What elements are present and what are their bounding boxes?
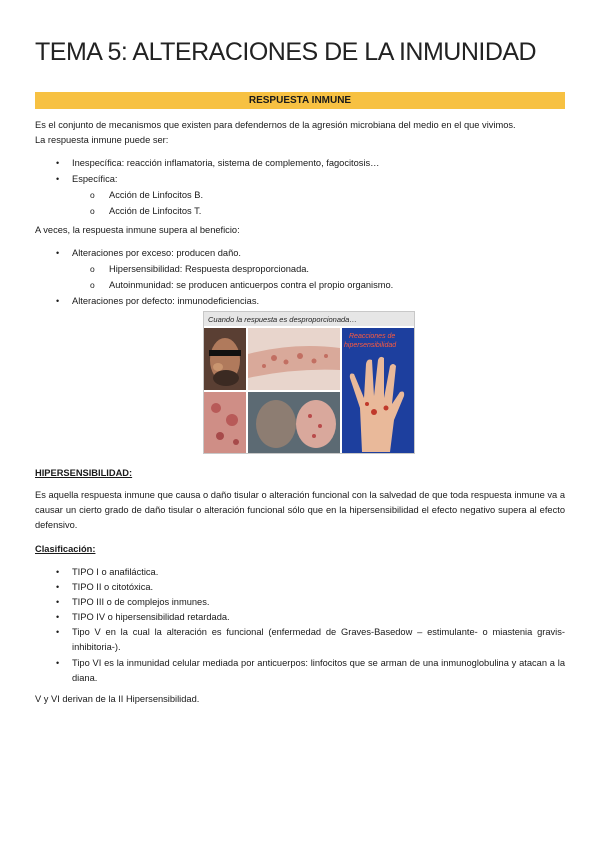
bullet-icon: • (56, 612, 60, 622)
list-item (35, 294, 565, 308)
alteraciones-list (35, 246, 565, 308)
figure-label-line-2: hipersensibilidad (344, 342, 397, 349)
item-text: Alteraciones por defecto: inmunodeficiencias. (72, 296, 260, 306)
sub-list (72, 262, 565, 292)
bullet-icon: • (56, 627, 60, 637)
item-text: Tipo VI es la inmunidad celular mediada por anticuerpos: linfocitos que se arman de una inmunoglobulina y atacan a la diana. (72, 658, 565, 683)
bullet-icon: • (56, 658, 60, 668)
intro-line-2: La respuesta inmune puede ser: (35, 135, 169, 145)
item-text: Acción de Linfocitos B. (109, 190, 204, 200)
bullet-icon: • (56, 597, 60, 607)
sub-bullet-icon: o (90, 190, 95, 200)
sub-list (72, 188, 565, 218)
sub-bullet-icon: o (90, 280, 95, 290)
page-title: TEMA 5: ALTERACIONES DE LA INMUNIDAD (35, 38, 537, 66)
figure-illustration (204, 312, 414, 453)
item-text: TIPO I o anafiláctica. (72, 567, 159, 577)
intro-line-1: Es el conjunto de mecanismos que existen para defendernos de la agresión microbiana del medio en el que vivimos. (35, 120, 516, 130)
sub-list-item (72, 278, 565, 292)
item-text: Hipersensibilidad: Respuesta desproporcionada. (109, 264, 310, 274)
response-types-list (35, 156, 565, 218)
list-item (35, 172, 565, 218)
hipersensibilidad-paragraph: Es aquella respuesta inmune que causa o daño tisular o alteración funcional con la salvedad de que toda respuesta inmune va a causar un cierto grado de daño tisular o alteración funcional sólo que en la hipersensibilidad el efecto negativo supera al efecto defensivo. (35, 490, 565, 530)
item-text: Inespecífica: reacción inflamatoria, sistema de complemento, fagocitosis… (72, 158, 380, 168)
arm-rash-photo-icon (248, 328, 340, 390)
item-text: Alteraciones por exceso: producen daño. (72, 248, 242, 258)
hands-photo-icon (248, 392, 340, 453)
list-item (35, 656, 565, 686)
item-text: Acción de Linfocitos T. (109, 206, 202, 216)
clasificacion-list (35, 565, 565, 686)
sub-bullet-icon: o (90, 206, 95, 216)
hand-reaction-photo-icon (342, 328, 414, 453)
list-item (35, 246, 565, 292)
closing-text: V y VI derivan de la II Hipersensibilidad. (35, 694, 200, 704)
section-banner: RESPUESTA INMUNE (35, 92, 565, 109)
hypersensitivity-figure (203, 311, 415, 454)
bullet-icon: • (56, 174, 60, 184)
list-item (35, 625, 565, 655)
bullet-icon: • (56, 567, 60, 577)
bullet-icon: • (56, 248, 60, 258)
bullet-icon: • (56, 296, 60, 306)
sub-list-item (72, 188, 565, 202)
figure-label-line-1: Reacciones de (349, 333, 396, 340)
sub-list-item (72, 204, 565, 218)
list-item (35, 580, 565, 594)
sub-list-item (72, 262, 565, 276)
item-text: TIPO III o de complejos inmunes. (72, 597, 210, 607)
item-text: TIPO II o citotóxica. (72, 582, 154, 592)
face-photo-icon (204, 328, 246, 390)
skin-rash-photo-icon (204, 392, 246, 453)
item-text: Autoinmunidad: se producen anticuerpos contra el propio organismo. (109, 280, 394, 290)
list-item (35, 610, 565, 624)
list-item (35, 565, 565, 579)
list-item (35, 156, 565, 170)
bullet-icon: • (56, 582, 60, 592)
item-text: TIPO IV o hipersensibilidad retardada. (72, 612, 230, 622)
hipersensibilidad-heading: HIPERSENSIBILIDAD: (35, 468, 133, 478)
list-item (35, 595, 565, 609)
bullet-icon: • (56, 158, 60, 168)
item-text: Tipo V en la cual la alteración es funcional (enfermedad de Graves-Basedow – estimulante- o miastenia gravis-inhibitoria-). (72, 627, 565, 652)
sub-bullet-icon: o (90, 264, 95, 274)
supera-text: A veces, la respuesta inmune supera al beneficio: (35, 225, 240, 235)
figure-caption: Cuando la respuesta es desproporcionada… (208, 315, 357, 324)
clasificacion-heading: Clasificación: (35, 544, 96, 554)
item-text: Específica: (72, 174, 118, 184)
